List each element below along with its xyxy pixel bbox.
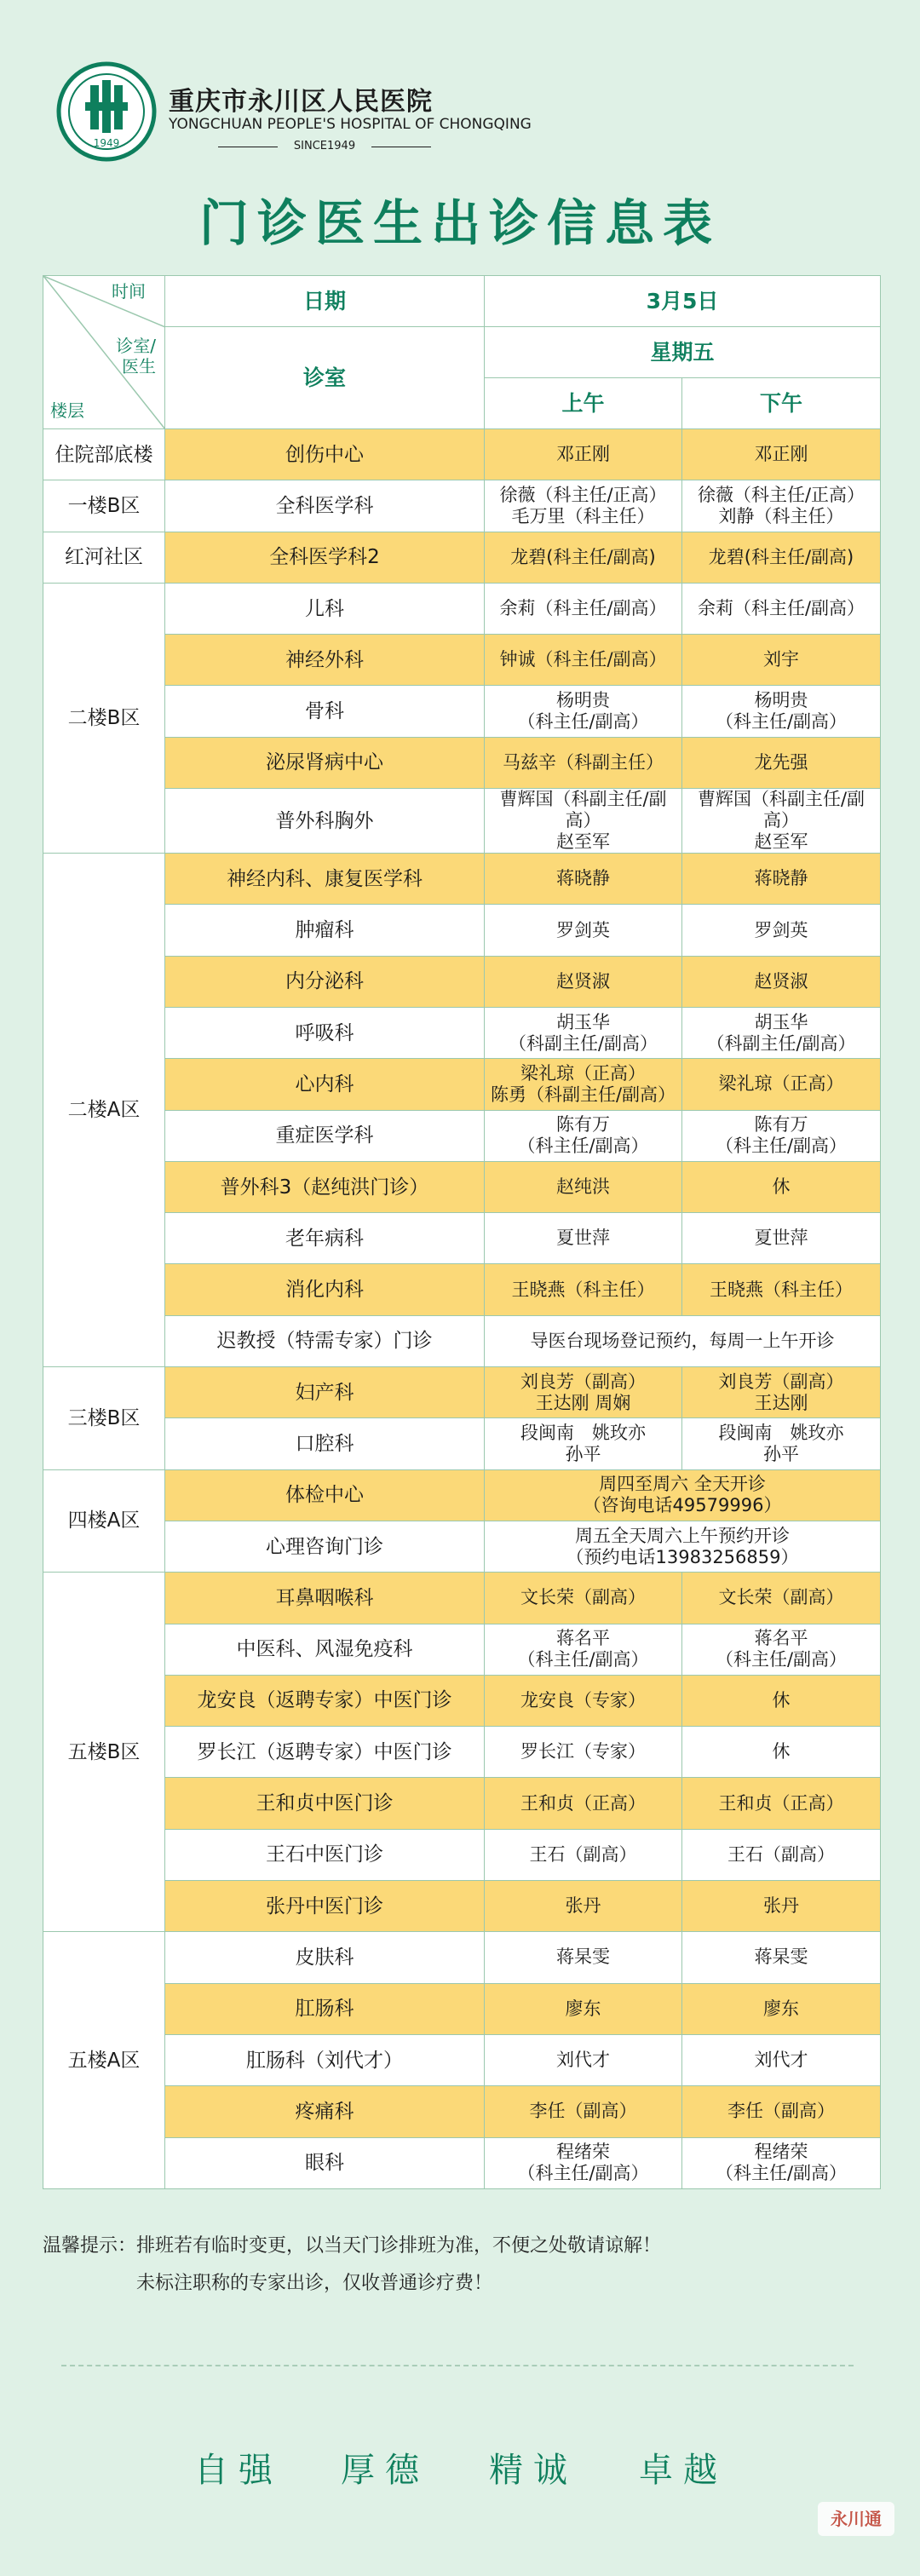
am-doctor-cell: 赵纯洪 bbox=[485, 1161, 682, 1212]
am-doctor-cell: 梁礼琼（正高） 陈勇（科副主任/副高） bbox=[485, 1059, 682, 1110]
hospital-header bbox=[56, 61, 532, 172]
table-row bbox=[43, 737, 881, 788]
dept-cell: 心理咨询门诊 bbox=[165, 1521, 485, 1572]
am-doctor-cell: 龙碧(科主任/副高) bbox=[485, 532, 682, 583]
dept-cell: 中医科、风湿免疫科 bbox=[165, 1624, 485, 1675]
table-row bbox=[43, 480, 881, 532]
corner-time-label: 时间 bbox=[112, 281, 146, 302]
corner-room-label: 诊室/ 医生 bbox=[116, 336, 156, 377]
table-row bbox=[43, 854, 881, 905]
date-value: 3月5日 bbox=[485, 276, 881, 327]
dept-cell: 普外科胸外 bbox=[165, 789, 485, 854]
motto-word: 卓越 bbox=[639, 2451, 727, 2490]
pm-doctor-cell: 休 bbox=[682, 1727, 881, 1778]
am-doctor-cell: 王晓燕（科主任） bbox=[485, 1264, 682, 1315]
hospital-logo-icon bbox=[56, 61, 157, 162]
page-title: 门诊医生出诊信息表 bbox=[198, 194, 721, 252]
pm-doctor-cell: 曹辉国（科副主任/副高） 赵至军 bbox=[682, 789, 881, 854]
schedule-note-cell: 周五全天周六上午预约开诊 （预约电话13983256859） bbox=[485, 1521, 881, 1572]
note-line-1: 温馨提示：排班若有临时变更，以当天门诊排班为准，不便之处敬请谅解！ bbox=[43, 2235, 662, 2257]
table-row bbox=[43, 1829, 881, 1880]
pm-doctor-cell: 蒋杲雯 bbox=[682, 1932, 881, 1983]
pm-doctor-cell: 邓正刚 bbox=[682, 429, 881, 480]
floor-cell: 一楼B区 bbox=[43, 480, 165, 532]
dept-cell: 骨科 bbox=[165, 686, 485, 737]
table-row bbox=[43, 2137, 881, 2188]
am-doctor-cell: 赵贤淑 bbox=[485, 956, 682, 1007]
dept-cell: 疼痛科 bbox=[165, 2086, 485, 2137]
am-doctor-cell: 李任（副高） bbox=[485, 2086, 682, 2137]
table-row bbox=[43, 1521, 881, 1572]
header-row bbox=[43, 276, 881, 327]
dept-header: 诊室 bbox=[165, 327, 485, 429]
dept-cell: 神经外科 bbox=[165, 635, 485, 686]
table-row bbox=[43, 1624, 881, 1675]
am-doctor-cell: 杨明贵 （科主任/副高） bbox=[485, 686, 682, 737]
table-row bbox=[43, 2034, 881, 2085]
dept-cell: 肿瘤科 bbox=[165, 905, 485, 956]
dept-cell: 心内科 bbox=[165, 1059, 485, 1110]
table-row bbox=[43, 789, 881, 854]
hospital-since: SINCE1949 bbox=[218, 140, 431, 152]
dept-cell: 迟教授（特需专家）门诊 bbox=[165, 1315, 485, 1366]
dept-cell: 普外科3（赵纯洪门诊） bbox=[165, 1161, 485, 1212]
am-doctor-cell: 夏世萍 bbox=[485, 1213, 682, 1264]
dept-cell: 儿科 bbox=[165, 583, 485, 634]
pm-doctor-cell: 王和贞（正高） bbox=[682, 1778, 881, 1829]
dept-cell: 消化内科 bbox=[165, 1264, 485, 1315]
am-doctor-cell: 邓正刚 bbox=[485, 429, 682, 480]
table-row bbox=[43, 1264, 881, 1315]
logo-year: 1949 bbox=[93, 137, 120, 149]
pm-doctor-cell: 休 bbox=[682, 1161, 881, 1212]
corner-cell bbox=[43, 276, 165, 429]
pm-doctor-cell: 文长荣（副高） bbox=[682, 1573, 881, 1624]
pm-doctor-cell: 赵贤淑 bbox=[682, 956, 881, 1007]
am-doctor-cell: 蒋晓静 bbox=[485, 854, 682, 905]
table-row bbox=[43, 905, 881, 956]
am-doctor-cell: 龙安良（专家） bbox=[485, 1675, 682, 1726]
dept-cell: 张丹中医门诊 bbox=[165, 1881, 485, 1932]
dept-cell: 全科医学科2 bbox=[165, 532, 485, 583]
table-row bbox=[43, 635, 881, 686]
dept-cell: 耳鼻咽喉科 bbox=[165, 1573, 485, 1624]
pm-doctor-cell: 刘宇 bbox=[682, 635, 881, 686]
am-doctor-cell: 廖东 bbox=[485, 1983, 682, 2034]
dept-cell: 神经内科、康复医学科 bbox=[165, 854, 485, 905]
dept-cell: 王石中医门诊 bbox=[165, 1829, 485, 1880]
am-doctor-cell: 罗长江（专家） bbox=[485, 1727, 682, 1778]
am-doctor-cell: 刘代才 bbox=[485, 2034, 682, 2085]
pm-doctor-cell: 廖东 bbox=[682, 1983, 881, 2034]
hospital-name-en: YONGCHUAN PEOPLE'S HOSPITAL OF CHONGQING bbox=[169, 116, 532, 133]
schedule-table bbox=[43, 275, 881, 2189]
dept-cell: 创伤中心 bbox=[165, 429, 485, 480]
pm-doctor-cell: 夏世萍 bbox=[682, 1213, 881, 1264]
pm-doctor-cell: 胡玉华 （科副主任/副高） bbox=[682, 1007, 881, 1058]
am-doctor-cell: 蒋杲雯 bbox=[485, 1932, 682, 1983]
table-row bbox=[43, 1367, 881, 1418]
dept-cell: 口腔科 bbox=[165, 1418, 485, 1469]
table-row bbox=[43, 583, 881, 634]
table-row bbox=[43, 532, 881, 583]
table-row bbox=[43, 1418, 881, 1469]
pm-doctor-cell: 蒋晓静 bbox=[682, 854, 881, 905]
pm-doctor-cell: 张丹 bbox=[682, 1881, 881, 1932]
table-row bbox=[43, 1727, 881, 1778]
pm-doctor-cell: 段闽南 姚玫亦 孙平 bbox=[682, 1418, 881, 1469]
pm-doctor-cell: 休 bbox=[682, 1675, 881, 1726]
schedule-table-wrap bbox=[43, 275, 880, 2189]
floor-cell: 四楼A区 bbox=[43, 1469, 165, 1573]
am-doctor-cell: 刘良芳（副高） 王达刚 周娴 bbox=[485, 1367, 682, 1418]
dept-cell: 肛肠科（刘代才） bbox=[165, 2034, 485, 2085]
table-row bbox=[43, 1469, 881, 1521]
pm-doctor-cell: 程绪荣 （科主任/副高） bbox=[682, 2137, 881, 2188]
hospital-name-cn: 重庆市永川区人民医院 bbox=[169, 87, 433, 117]
am-doctor-cell: 马兹辛（科副主任） bbox=[485, 737, 682, 788]
schedule-note-cell: 导医台现场登记预约，每周一上午开诊 bbox=[485, 1315, 881, 1366]
dept-cell: 体检中心 bbox=[165, 1469, 485, 1521]
am-doctor-cell: 陈有万 （科主任/副高） bbox=[485, 1110, 682, 1161]
pm-doctor-cell: 刘良芳（副高） 王达刚 bbox=[682, 1367, 881, 1418]
am-doctor-cell: 蒋名平 （科主任/副高） bbox=[485, 1624, 682, 1675]
am-doctor-cell: 罗剑英 bbox=[485, 905, 682, 956]
motto-word: 厚德 bbox=[341, 2451, 429, 2490]
am-doctor-cell: 曹辉国（科副主任/副高） 赵至军 bbox=[485, 789, 682, 854]
schedule-note-cell: 周四至周六 全天开诊 （咨询电话49579996） bbox=[485, 1469, 881, 1521]
table-row bbox=[43, 1675, 881, 1726]
pm-doctor-cell: 杨明贵 （科主任/副高） bbox=[682, 686, 881, 737]
pm-doctor-cell: 龙碧(科主任/副高) bbox=[682, 532, 881, 583]
table-row bbox=[43, 1315, 881, 1366]
floor-cell: 五楼A区 bbox=[43, 1932, 165, 2188]
pm-doctor-cell: 陈有万 （科主任/副高） bbox=[682, 1110, 881, 1161]
header-row bbox=[43, 327, 881, 378]
am-doctor-cell: 文长荣（副高） bbox=[485, 1573, 682, 1624]
pm-doctor-cell: 梁礼琼（正高） bbox=[682, 1059, 881, 1110]
dept-cell: 妇产科 bbox=[165, 1367, 485, 1418]
table-row bbox=[43, 1983, 881, 2034]
dept-cell: 老年病科 bbox=[165, 1213, 485, 1264]
pm-doctor-cell: 徐薇（科主任/正高） 刘静（科主任） bbox=[682, 480, 881, 532]
pm-doctor-cell: 王石（副高） bbox=[682, 1829, 881, 1880]
floor-cell: 住院部底楼 bbox=[43, 429, 165, 480]
pm-doctor-cell: 余莉（科主任/副高） bbox=[682, 583, 881, 634]
motto-word: 精诚 bbox=[489, 2451, 578, 2490]
weekday: 星期五 bbox=[485, 327, 881, 378]
date-label: 日期 bbox=[165, 276, 485, 327]
pm-doctor-cell: 龙先强 bbox=[682, 737, 881, 788]
dept-cell: 泌尿肾病中心 bbox=[165, 737, 485, 788]
pm-doctor-cell: 王晓燕（科主任） bbox=[682, 1264, 881, 1315]
table-row bbox=[43, 1778, 881, 1829]
table-row bbox=[43, 1007, 881, 1058]
table-row bbox=[43, 1932, 881, 1983]
notes bbox=[43, 2228, 877, 2303]
dept-cell: 重症医学科 bbox=[165, 1110, 485, 1161]
floor-cell: 五楼B区 bbox=[43, 1573, 165, 1932]
corner-floor-label: 楼层 bbox=[50, 400, 84, 421]
pm-doctor-cell: 李任（副高） bbox=[682, 2086, 881, 2137]
am-doctor-cell: 余莉（科主任/副高） bbox=[485, 583, 682, 634]
dept-cell: 呼吸科 bbox=[165, 1007, 485, 1058]
pm-doctor-cell: 罗剑英 bbox=[682, 905, 881, 956]
am-header: 上午 bbox=[485, 378, 682, 429]
dept-cell: 眼科 bbox=[165, 2137, 485, 2188]
am-doctor-cell: 王石（副高） bbox=[485, 1829, 682, 1880]
table-row bbox=[43, 956, 881, 1007]
table-row bbox=[43, 1881, 881, 1932]
dept-cell: 罗长江（返聘专家）中医门诊 bbox=[165, 1727, 485, 1778]
dept-cell: 全科医学科 bbox=[165, 480, 485, 532]
floor-cell: 三楼B区 bbox=[43, 1367, 165, 1470]
pm-doctor-cell: 刘代才 bbox=[682, 2034, 881, 2085]
pm-header: 下午 bbox=[682, 378, 881, 429]
am-doctor-cell: 王和贞（正高） bbox=[485, 1778, 682, 1829]
floor-cell: 二楼A区 bbox=[43, 854, 165, 1367]
am-doctor-cell: 徐薇（科主任/正高） 毛万里（科主任） bbox=[485, 480, 682, 532]
table-row bbox=[43, 429, 881, 480]
table-row bbox=[43, 1573, 881, 1624]
table-row bbox=[43, 1213, 881, 1264]
motto-word: 自强 bbox=[194, 2451, 283, 2490]
watermark-badge: 永川通 bbox=[818, 2502, 894, 2536]
am-doctor-cell: 段闽南 姚玫亦 孙平 bbox=[485, 1418, 682, 1469]
am-doctor-cell: 程绪荣 （科主任/副高） bbox=[485, 2137, 682, 2188]
divider bbox=[61, 2365, 854, 2366]
table-row bbox=[43, 1059, 881, 1110]
dept-cell: 内分泌科 bbox=[165, 956, 485, 1007]
table-row bbox=[43, 1110, 881, 1161]
note-line-2: 未标注职称的专家出诊，仅收普通诊疗费！ bbox=[136, 2273, 493, 2294]
dept-cell: 皮肤科 bbox=[165, 1932, 485, 1983]
floor-cell: 二楼B区 bbox=[43, 583, 165, 853]
am-doctor-cell: 钟诚（科主任/副高） bbox=[485, 635, 682, 686]
pm-doctor-cell: 蒋名平 （科主任/副高） bbox=[682, 1624, 881, 1675]
floor-cell: 红河社区 bbox=[43, 532, 165, 583]
dept-cell: 肛肠科 bbox=[165, 1983, 485, 2034]
table-row bbox=[43, 686, 881, 737]
dept-cell: 王和贞中医门诊 bbox=[165, 1778, 485, 1829]
am-doctor-cell: 胡玉华 （科副主任/副高） bbox=[485, 1007, 682, 1058]
table-row bbox=[43, 1161, 881, 1212]
am-doctor-cell: 张丹 bbox=[485, 1881, 682, 1932]
table-row bbox=[43, 2086, 881, 2137]
dept-cell: 龙安良（返聘专家）中医门诊 bbox=[165, 1675, 485, 1726]
